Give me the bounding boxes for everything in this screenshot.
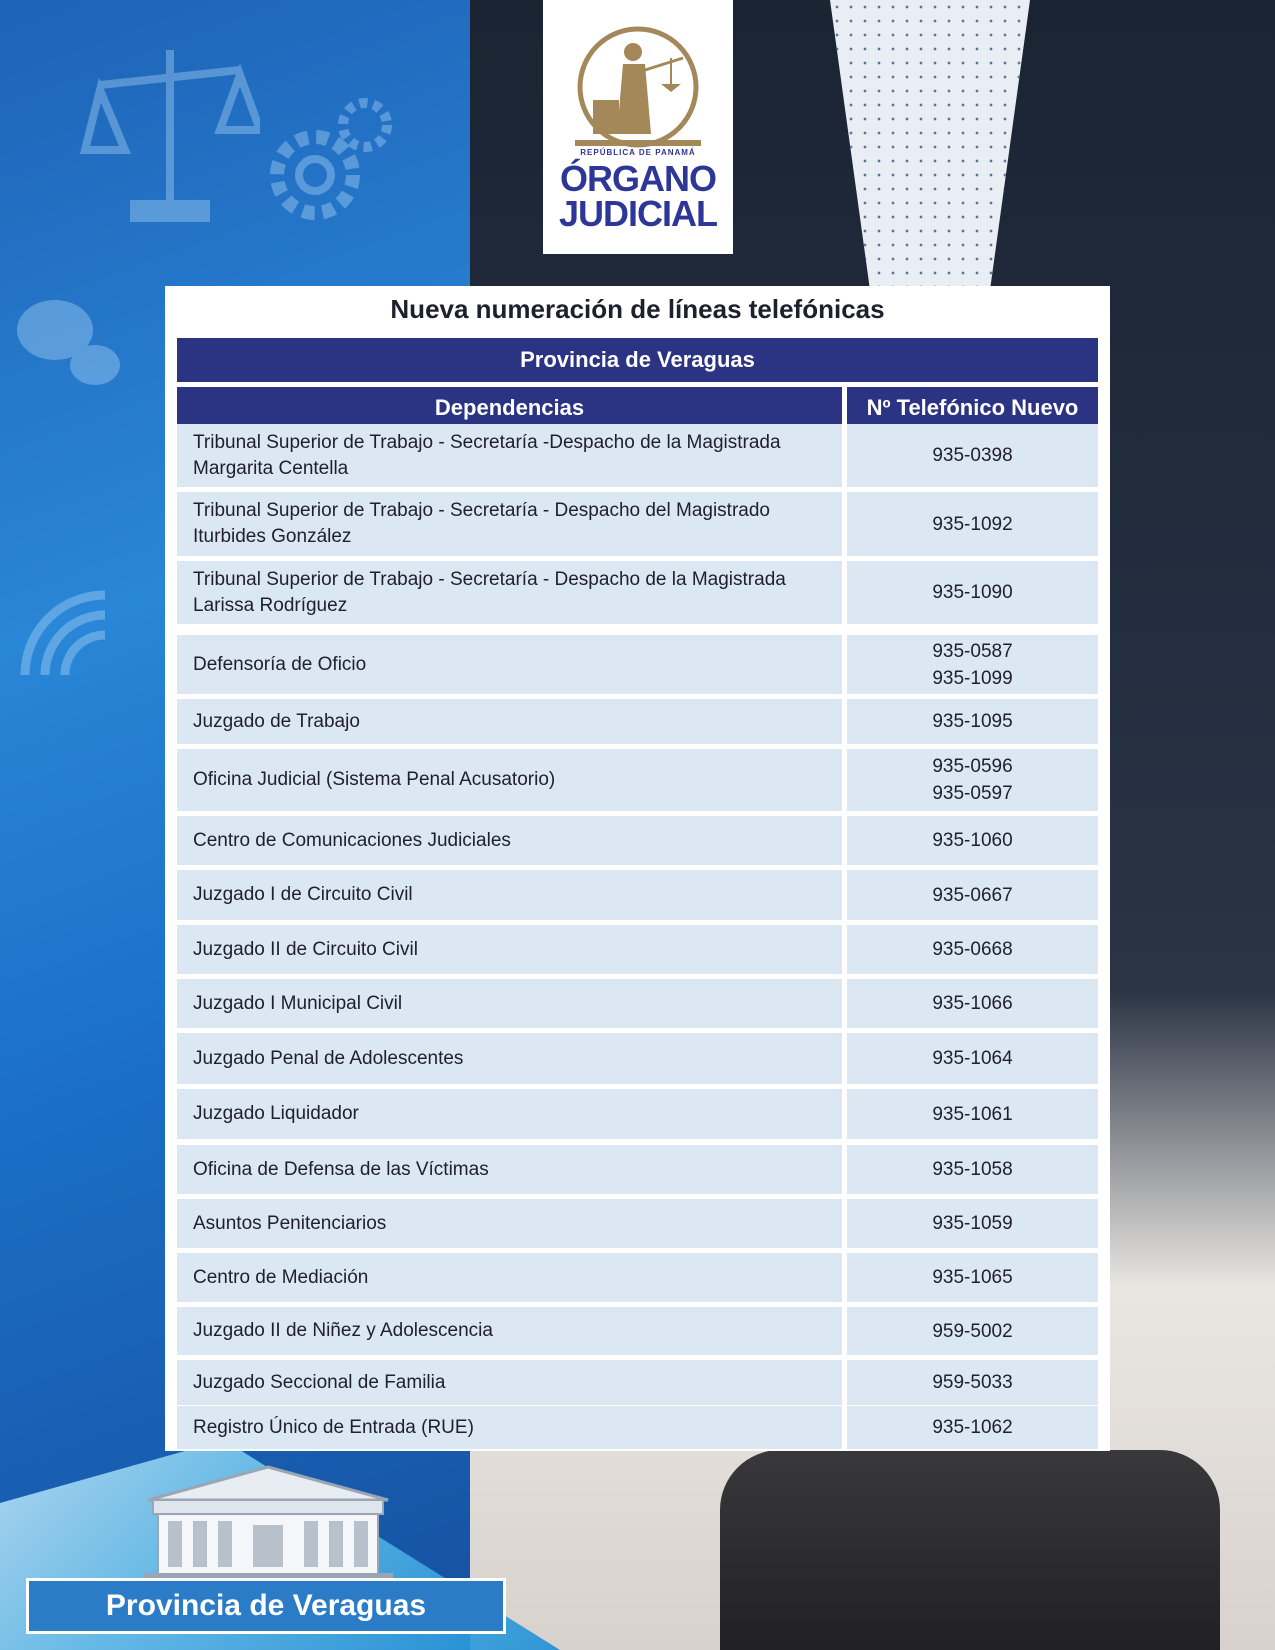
table-row [177,870,1098,920]
telefono-cell [847,925,1098,974]
table-row [177,1253,1098,1302]
telefono-cell [847,424,1098,487]
column-header-telefono: Nº Telefónico Nuevo [847,387,1098,429]
dependencia-cell: Tribunal Superior de Trabajo - Secretaría -Despacho de la Magistrada Margarita Centella [177,424,842,487]
telefono-cell [847,1145,1098,1194]
telefono-cell [847,749,1098,811]
dependencia-cell: Tribunal Superior de Trabajo - Secretaría - Despacho de la Magistrada Larissa Rodríguez [177,561,842,624]
dependencia-cell: Oficina de Defensa de las Víctimas [177,1145,842,1194]
chat-bubble-icon [10,290,130,400]
table-row [177,424,1098,487]
telefono-cell [847,1033,1098,1084]
phone-number: 935-0596 [932,756,1013,777]
phone-number: 935-1065 [932,1267,1013,1288]
dependencia-cell: Juzgado Penal de Adolescentes [177,1033,842,1084]
telefono-cell [847,1253,1098,1302]
table-row [177,925,1098,974]
table-row [177,749,1098,811]
telefono-cell [847,816,1098,865]
dependencia-cell: Centro de Mediación [177,1253,842,1302]
phone-number: 935-1066 [932,993,1013,1014]
table-row [177,699,1098,744]
phone-number: 935-0398 [932,445,1013,466]
phone-number: 935-1090 [932,582,1013,603]
phone-number: 935-0597 [932,783,1013,804]
phone-number: 935-0668 [932,939,1013,960]
phone-number: 935-1059 [932,1213,1013,1234]
table-row [177,1089,1098,1139]
table-row [177,1307,1098,1355]
telefono-cell [847,699,1098,744]
dependencia-cell: Asuntos Penitenciarios [177,1199,842,1248]
phone-numbers-panel [165,286,1110,1451]
dependencia-cell: Juzgado Seccional de Familia [177,1360,842,1405]
logo-judicial-text: JUDICIAL [558,193,717,234]
phone-number: 935-1092 [932,513,1013,535]
telephone-image [720,1450,1220,1650]
logo-organo-text: ÓRGANO [560,158,716,199]
dependencia-cell: Oficina Judicial (Sistema Penal Acusatorio) [177,749,842,811]
table-row [177,816,1098,865]
lady-justice-emblem-icon [565,22,711,148]
phone-number: 959-5033 [932,1372,1013,1393]
telefono-cell [847,1089,1098,1139]
dependencia-cell: Juzgado I de Circuito Civil [177,870,842,920]
phone-number: 935-1061 [932,1103,1013,1125]
table-row [177,1406,1098,1449]
dependencia-cell: Juzgado II de Niñez y Adolescencia [177,1307,842,1355]
table-row [177,1033,1098,1084]
dependencia-cell: Juzgado Liquidador [177,1089,842,1139]
telefono-cell [847,1307,1098,1355]
phone-number: 935-1062 [932,1417,1013,1438]
dependencia-cell: Centro de Comunicaciones Judiciales [177,816,842,865]
phone-number: 935-1064 [932,1048,1013,1069]
dependencia-cell: Tribunal Superior de Trabajo - Secretaría - Despacho del Magistrado Iturbides González [177,492,842,556]
table-row [177,1145,1098,1194]
dependencia-cell: Juzgado I Municipal Civil [177,979,842,1028]
table-row [177,561,1098,624]
telefono-cell [847,1406,1098,1449]
telefono-cell [847,561,1098,624]
dependencia-cell: Juzgado de Trabajo [177,699,842,744]
telefono-cell [847,1199,1098,1248]
phone-number: 959-5002 [932,1320,1013,1342]
table-row [177,979,1098,1028]
table-row [177,635,1098,694]
telefono-cell [847,492,1098,556]
province-header: Provincia de Veraguas [177,338,1098,382]
phone-number: 935-1099 [932,667,1013,689]
phone-number: 935-1095 [932,711,1013,732]
logo-republica-text: REPÚBLICA DE PANAMÁ [580,148,696,157]
table-row [177,1199,1098,1248]
telefono-cell [847,979,1098,1028]
courthouse-building-icon [138,1465,398,1580]
telefono-cell [847,870,1098,920]
phone-number: 935-1060 [932,830,1013,851]
wifi-icon [10,580,130,690]
dependencia-cell: Defensoría de Oficio [177,635,842,694]
province-label: Provincia de Veraguas [26,1578,506,1634]
page-title: Nueva numeración de líneas telefónicas [390,294,885,324]
table-row [177,492,1098,556]
table-row [177,1360,1098,1405]
scales-of-justice-icon [80,30,260,230]
organo-judicial-logo [543,0,733,254]
dependencia-cell: Juzgado II de Circuito Civil [177,925,842,974]
gear-icon [260,90,400,230]
phone-number: 935-0587 [932,640,1013,662]
dependencia-cell: Registro Único de Entrada (RUE) [177,1406,842,1449]
phone-number: 935-0667 [932,884,1013,906]
phone-number: 935-1058 [932,1159,1013,1180]
telefono-cell [847,635,1098,694]
column-header-dependencias: Dependencias [177,387,842,429]
telefono-cell [847,1360,1098,1405]
